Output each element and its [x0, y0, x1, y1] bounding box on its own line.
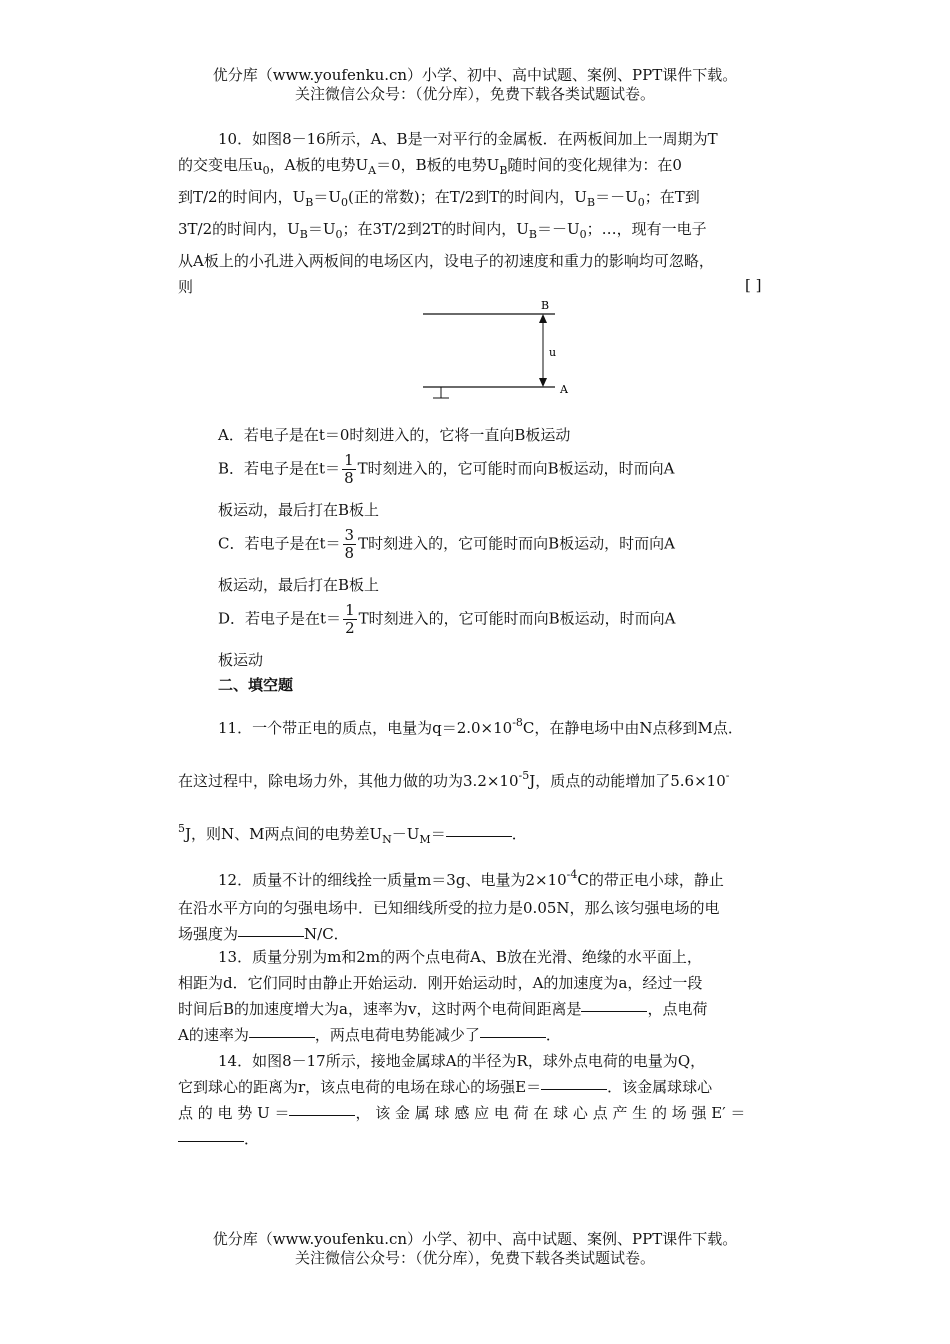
page-footer	[0, 1230, 950, 1268]
option-c-continued: 板运动，最后打在B板上	[218, 576, 380, 594]
answer-blank[interactable]	[289, 1114, 355, 1116]
answer-blank[interactable]	[249, 1036, 315, 1038]
question-14: 14．如图8－17所示，接地金属球A的半径为R，球外点电荷的电量为Q， 它到球心的距离为r，该点电荷的电场在球心的场强E＝ ．该金属球球心 点 的 电 势 U ＝ ， 该 金 属 球 感 应 电 荷 在 球 心 点 产 生 的 场 强 E′ ＝ ．	[178, 1052, 746, 1148]
answer-blank[interactable]	[238, 935, 304, 937]
option-d: D．若电子是在t＝ $\frac{1}{2}$ T时刻进入的，它可能时而向B板运动，时而向A	[218, 601, 676, 637]
footer-line-2: 关注微信公众号：（优分库），免费下载各类试题试卷。	[294, 1249, 655, 1267]
question-11: 11．一个带正电的质点，电量为$q=2.0\times 10^{-8}C$，在静电场中由N点移到M点． 在这过程中，除电场力外，其他力做的功为$3.2\times 10^{-5}J$，质点的动能增加了5.6×10- $^5$J，则N、M两点间的电势差$U_N-U_M=$ ．	[178, 716, 743, 846]
question-10: 10．如图8－16所示，A、B是一对平行的金属板．在两板间加上一周期为T 的交变电压$u_0$，A板的电势$U_A=0$，B板的电势$U_B$随时间的变化规律为：在0 到T/2的时间内，$U_B=U_0$(正的常数)；在T/2到T的时间内，$U_B=-U_0$；在T到 3T/2的时间内，$U_B=U_0$；在3T/2到2T的时间内，$U_B=-U_0$；…，现有一电子 从A板上的小孔进入两板间的电场区内，设电子的初速度和重力的影响均可忽略， 则	[178, 130, 718, 296]
parallel-plates-figure	[415, 294, 585, 406]
label-u: u	[549, 346, 557, 359]
option-a: A．若电子是在t＝0时刻进入的，它将一直向B板运动	[218, 426, 571, 444]
option-d-continued: 板运动	[218, 651, 264, 669]
page-header	[0, 66, 950, 104]
section-title: 二、填空题	[218, 676, 294, 694]
footer-line-1: 优分库（www.youfenku.cn）小学、初中、高中试题、案例、PPT课件下载。	[212, 1230, 738, 1248]
question-13: 13．质量分别为m和2m的两个点电荷A、B放在光滑、绝缘的水平面上， 相距为d．它们同时由静止开始运动．刚开始运动时，A的加速度为a，经过一段 时间后B的加速度增大为a，速率为v，这时两个电荷间距离是 ，点电荷 A的速率为 ，两点电荷电势能减少了 ．	[178, 948, 708, 1044]
option-c: C．若电子是在t＝ $\frac{3}{8}$ T时刻进入的，它可能时而向B板运动，时而向A	[218, 526, 675, 562]
label-a: A	[560, 383, 568, 396]
answer-bracket: [ ]	[745, 276, 762, 294]
answer-blank[interactable]	[178, 1140, 244, 1142]
label-b: B	[541, 299, 550, 312]
header-line-2: 关注微信公众号：（优分库），免费下载各类试题试卷。	[294, 85, 655, 103]
answer-blank[interactable]	[446, 835, 512, 837]
option-b-continued: 板运动，最后打在B板上	[218, 501, 380, 519]
answer-blank[interactable]	[480, 1036, 546, 1038]
question-12: 12．质量不计的细线拴一质量m＝3g、电量为$2\times 10^{-4}C$的带正电小球，静止 在沿水平方向的匀强电场中．已知细线所受的拉力是0.05N，那么该匀强电场的电 场强度为 N/C．	[178, 868, 724, 943]
answer-blank[interactable]	[541, 1088, 607, 1090]
answer-blank[interactable]	[581, 1010, 647, 1012]
option-b: B．若电子是在t＝ $\frac{1}{8}$ T时刻进入的，它可能时而向B板运动，时而向A	[218, 451, 675, 487]
header-line-1: 优分库（www.youfenku.cn）小学、初中、高中试题、案例、PPT课件下载。	[212, 66, 738, 84]
